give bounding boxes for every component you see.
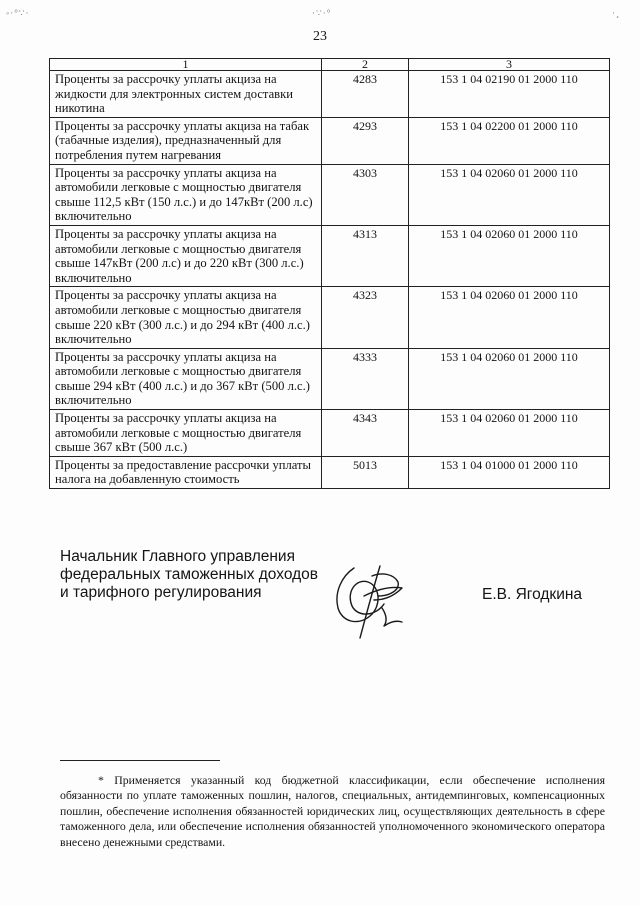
- signatory-title-line: и тарифного регулирования: [60, 584, 262, 601]
- row-kbk: 153 1 04 02060 01 2000 110: [409, 225, 610, 286]
- row-description: Проценты за рассрочку уплаты акциза на автомобили легковые с мощностью двигателя свыше 220 кВт (300 л.с.) и до 294 кВт (400 л.с.) включительно: [50, 287, 322, 348]
- signatory-title-line: федеральных таможенных доходов: [60, 566, 319, 583]
- row-code: 4313: [322, 225, 409, 286]
- row-description: Проценты за рассрочку уплаты акциза на автомобили легковые с мощностью двигателя свыше 294 кВт (400 л.с.) и до 367 кВт (500 л.с.) включительно: [50, 348, 322, 409]
- signatory-title: [60, 548, 318, 602]
- row-description: Проценты за рассрочку уплаты акциза на автомобили легковые с мощностью двигателя свыше 147кВт (200 л.с) и до 220 кВт (300 л.с.) включительно: [50, 225, 322, 286]
- row-description: Проценты за предоставление рассрочки уплаты налога на добавленную стоимость: [50, 456, 322, 488]
- row-kbk: 153 1 04 02060 01 2000 110: [409, 287, 610, 348]
- signatory-title-line: Начальник Главного управления: [60, 548, 295, 565]
- column-header-2: 2: [322, 59, 409, 71]
- row-code: 5013: [322, 456, 409, 488]
- signatory-name: Е.В. Ягодкина: [482, 586, 583, 603]
- scan-artifact-left: ◦·°∵·: [6, 8, 30, 18]
- table-row: [50, 410, 610, 457]
- row-kbk: 153 1 04 02060 01 2000 110: [409, 348, 610, 409]
- page-number: 23: [313, 29, 327, 44]
- row-code: 4283: [322, 71, 409, 118]
- table-row: [50, 348, 610, 409]
- row-kbk: 153 1 04 02060 01 2000 110: [409, 410, 610, 457]
- row-description: Проценты за рассрочку уплаты акциза на табак (табачные изделия), предназначенный для потребления путем нагревания: [50, 117, 322, 164]
- row-kbk: 153 1 04 01000 01 2000 110: [409, 456, 610, 488]
- table-row: [50, 456, 610, 488]
- row-kbk: 153 1 04 02200 01 2000 110: [409, 117, 610, 164]
- row-description: Проценты за рассрочку уплаты акциза на автомобили легковые с мощностью двигателя свыше 367 кВт (500 л.с.): [50, 410, 322, 457]
- scan-artifact-center: ·∵·°: [312, 8, 332, 18]
- table-row: [50, 225, 610, 286]
- row-code: 4303: [322, 164, 409, 225]
- budget-code-table: [49, 58, 610, 489]
- row-code: 4333: [322, 348, 409, 409]
- table-row: [50, 117, 610, 164]
- row-code: 4323: [322, 287, 409, 348]
- footnote-separator: [60, 760, 220, 761]
- table-row: [50, 71, 610, 118]
- row-code: 4343: [322, 410, 409, 457]
- row-description: Проценты за рассрочку уплаты акциза на жидкости для электронных систем доставки никотина: [50, 71, 322, 118]
- row-description: Проценты за рассрочку уплаты акциза на автомобили легковые с мощностью двигателя свыше 112,5 кВт (150 л.с.) и до 147кВт (200 л.с) включительно: [50, 164, 322, 225]
- column-header-3: 3: [409, 59, 610, 71]
- scan-artifact-right: ·¸: [612, 8, 620, 18]
- handwritten-signature: [324, 556, 412, 642]
- table-header-row: [50, 59, 610, 71]
- table-row: [50, 287, 610, 348]
- row-kbk: 153 1 04 02190 01 2000 110: [409, 71, 610, 118]
- row-kbk: 153 1 04 02060 01 2000 110: [409, 164, 610, 225]
- column-header-1: 1: [50, 59, 322, 71]
- footnote-text: * Применяется указанный код бюджетной классификации, если обеспечение исполнения обязанности по уплате таможенных пошлин, налогов, специальных, антидемпинговых, компенсационных пошлин, обеспечение исполнения обязанностей юридических лиц, осуществляющих деятельность в сфере таможенного дела, или обеспечение исполнения обязанностей уполномоченного экономического оператора внесено денежными средствами.: [60, 773, 605, 849]
- row-code: 4293: [322, 117, 409, 164]
- table-row: [50, 164, 610, 225]
